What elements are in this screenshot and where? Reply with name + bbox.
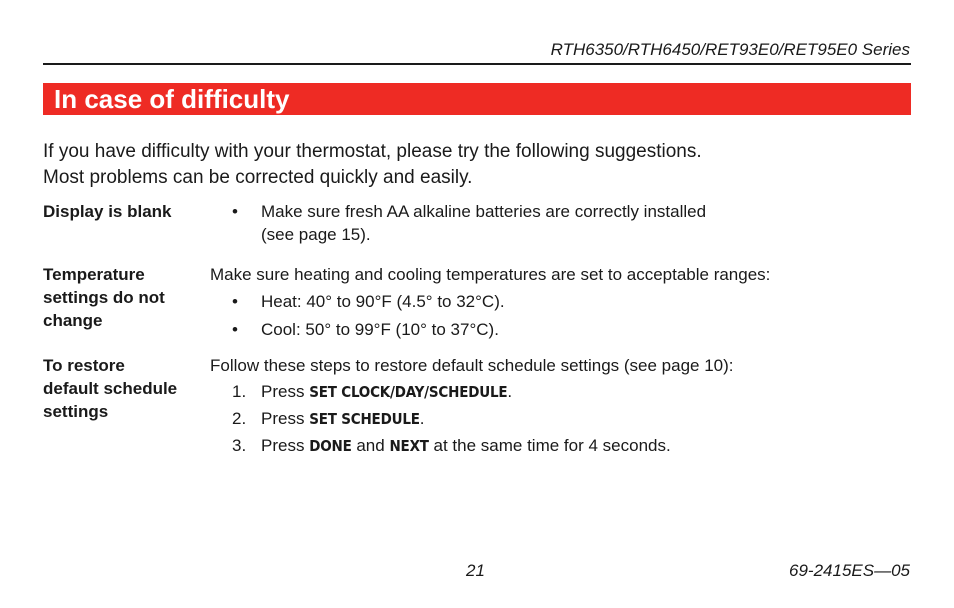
step-3-command-done: DONE [309, 437, 352, 455]
label-display-blank-text: Display is blank [43, 202, 172, 221]
step-2-press: Press [261, 409, 305, 428]
step-3-press: Press [261, 436, 305, 455]
step-1-number: 1. [232, 382, 247, 401]
label-display-blank [43, 200, 208, 223]
section-banner [43, 83, 911, 115]
step-2-number: 2. [232, 409, 247, 428]
step-3-number: 3. [232, 436, 247, 455]
series-header: RTH6350/RTH6450/RET93E0/RET95E0 Series [550, 40, 910, 59]
page-number: 21 [466, 561, 485, 580]
item-batteries-line-1: Make sure fresh AA alkaline batteries are correctly installed [261, 202, 707, 221]
item-batteries-line-2: (see page 15). [261, 225, 371, 244]
restore-lead: Follow these steps to restore default schedule settings (see page 10): [210, 356, 734, 375]
step-2-end: . [419, 409, 425, 428]
document-number: 69-2415ES—05 [789, 561, 910, 580]
label-restore-line-3: settings [43, 402, 109, 421]
section-title: In case of difficulty [54, 84, 290, 114]
temperature-lead: Make sure heating and cooling temperatures are set to acceptable ranges: [210, 265, 771, 284]
bullet-heat: • [232, 292, 238, 311]
item-heat-range: Heat: 40° to 90°F (4.5° to 32°C). [261, 292, 505, 311]
intro-line-2: Most problems can be corrected quickly and easily. [43, 167, 473, 188]
label-restore-schedule [43, 354, 208, 423]
step-3-and: and [356, 436, 385, 455]
label-restore-line-1: To restore [43, 356, 125, 375]
bullet-cool: • [232, 320, 238, 339]
step-3-end: at the same time for 4 seconds. [433, 436, 671, 455]
label-temperature-line-3: change [43, 311, 103, 330]
step-3 [261, 434, 671, 458]
label-temperature-line-2: settings do not [43, 288, 165, 307]
intro-line-1: If you have difficulty with your thermostat, please try the following suggestions. [43, 141, 702, 162]
label-temperature-line-1: Temperature [43, 265, 145, 284]
label-temperature-settings [43, 263, 208, 332]
step-1-end: . [507, 382, 513, 401]
step-1-press: Press [261, 382, 305, 401]
step-3-command-next: NEXT [389, 437, 429, 455]
step-1-command: SET CLOCK/DAY/SCHEDULE [309, 383, 508, 401]
bullet-display-blank: • [232, 202, 238, 221]
label-restore-line-2: default schedule [43, 379, 178, 398]
intro-paragraph [43, 139, 903, 191]
header-rule [43, 63, 911, 65]
step-1 [261, 380, 512, 404]
step-2 [261, 407, 425, 431]
item-cool-range: Cool: 50° to 99°F (10° to 37°C). [261, 320, 499, 339]
step-2-command: SET SCHEDULE [309, 410, 420, 428]
